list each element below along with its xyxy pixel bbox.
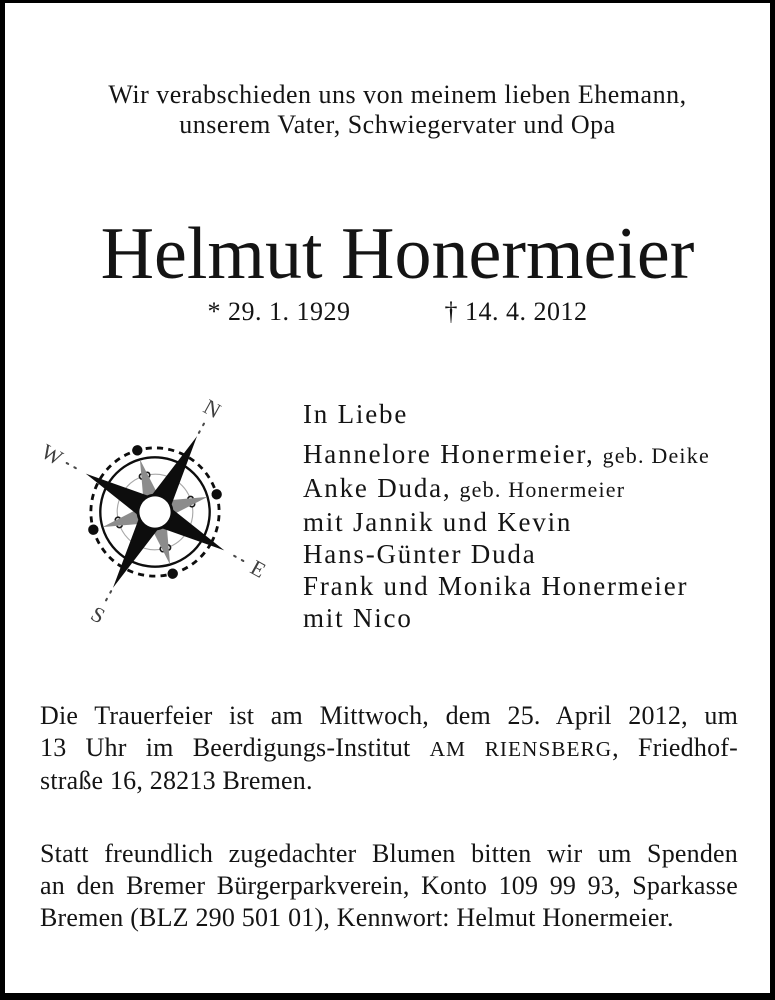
text-line: 13 Uhr im Beerdigungs-Institut AM RIENSBERG, Friedhof- xyxy=(40,733,738,762)
compass-rose-image xyxy=(23,380,287,644)
compass-label-west: W xyxy=(37,439,67,471)
mourner-line: Frank und Monika Honermeier xyxy=(303,571,689,601)
intro-text xyxy=(5,80,770,140)
mourner-list xyxy=(303,438,710,634)
funeral-info-paragraph xyxy=(40,700,738,797)
text-line: straße 16, 28213 Bremen. xyxy=(40,766,313,795)
text-line: Statt freundlich zugedachter Blumen bitten wir um Spenden xyxy=(40,839,738,868)
mourner-line: Hans-Günter Duda xyxy=(303,539,537,569)
mourner-line: Anke Duda, geb. Honermeier xyxy=(303,473,626,503)
birth-date: * 29. 1. 1929 xyxy=(207,297,351,326)
mourner-line: mit Nico xyxy=(303,603,413,633)
compass-label-north: N xyxy=(199,394,225,424)
mourner-line: mit Jannik und Kevin xyxy=(303,507,573,537)
text-line: Bremen (BLZ 290 501 01), Kennwort: Helmut Honermeier. xyxy=(40,903,674,932)
intro-line-1: Wir verabschieden uns von meinem lieben Ehemann, xyxy=(108,80,687,109)
text-line: an den Bremer Bürgerparkverein, Konto 109 99 93, Sparkasse xyxy=(40,871,738,900)
donation-info-paragraph xyxy=(40,838,738,934)
closing-phrase: In Liebe xyxy=(303,399,409,429)
intro-line-2: unserem Vater, Schwiegervater und Opa xyxy=(179,110,616,139)
maiden-name-suffix: geb. Honermeier xyxy=(459,477,626,502)
mourners-block xyxy=(303,399,710,634)
compass-rose-icon xyxy=(23,380,287,644)
maiden-name-suffix: geb. Deike xyxy=(602,443,710,468)
text-line: Die Trauerfeier ist am Mittwoch, dem 25. April 2012, um xyxy=(40,701,738,730)
compass-label-south: S xyxy=(86,601,109,629)
mourner-line: Hannelore Honermeier, geb. Deike xyxy=(303,439,710,469)
death-date: † 14. 4. 2012 xyxy=(444,297,588,326)
deceased-name: Helmut Honermeier xyxy=(100,213,695,295)
life-dates xyxy=(5,297,770,327)
compass-label-east: E xyxy=(246,555,270,583)
